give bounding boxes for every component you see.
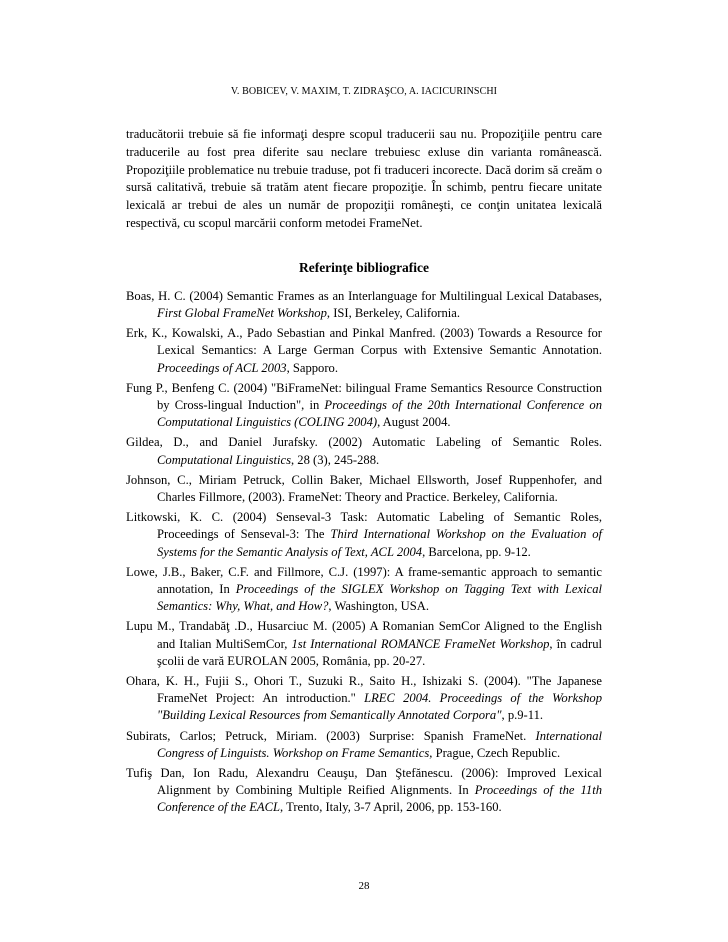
running-head: V. BOBICEV, V. MAXIM, T. ZIDRAŞCO, A. IACICURINSCHI (230, 86, 498, 97)
reference-segment: Johnson, C., Miriam Petruck, Collin Baker, Michael Ellsworth, Josef Ruppenhofer, and Charles Fillmore, (2003). FrameNet: Theory and Practice. Berkeley, California. (126, 472, 602, 505)
reference-segment: Erk, K., Kowalski, A., Pado Sebastian and Pinkal Manfred. (2003) Towards a Resource for Lexical Semantics: A Large German Corpus with Extensive Semantic Annotation. (126, 326, 602, 358)
reference-segment: , ISI, Berkeley, California. (326, 305, 461, 320)
reference-italic-segment: Computational Linguistics (157, 452, 291, 467)
reference-segment: Tufiş Dan, Ion Radu, Alexandru Ceauşu, Dan Ştefănescu. (2006): Improved Lexical Alignment by Combining Multiple Reified Alignments. In (126, 766, 602, 798)
reference-segment: Gildea, D., and Daniel Jurafsky. (2002) Automatic Labeling of Semantic Roles. (126, 435, 602, 450)
reference-italic-segment: 1st International ROMANCE FrameNet Workshop (291, 636, 550, 651)
reference-segment: , Trento, Italy, 3-7 April, 2006, pp. 153-160. (280, 800, 502, 815)
reference-item (126, 472, 602, 506)
reference-segment: Subirats, Carlos; Petruck, Miriam. (2003) Surprise: Spanish FrameNet. (126, 728, 536, 743)
references-heading: Referinţe bibliografice (298, 259, 430, 275)
reference-italic-segment: International Congress of Linguists. Workshop on Frame Semantics, (157, 728, 602, 760)
reference-segment: Litkowski, K. C. (2004) Senseval-3 Task: Automatic Labeling of Semantic Roles, Proceedings of Senseval-3: The (126, 510, 602, 542)
reference-italic-segment: Proceedings of the 11th Conference of the EACL (157, 783, 602, 815)
reference-segment: , p.9-11. (501, 708, 544, 723)
reference-item (126, 564, 602, 616)
reference-segment: , 28 (3), 245-288. (291, 452, 380, 467)
references-list (126, 288, 602, 817)
reference-segment: Prague, Czech Republic. (432, 745, 561, 760)
reference-segment: , în cadrul şcolii de vară EUROLAN 2005, România, pp. 20-27. (157, 636, 602, 668)
page-number: 28 (358, 880, 370, 892)
reference-item (126, 288, 602, 322)
reference-segment: , Washington, USA. (328, 599, 429, 614)
reference-segment: Lupu M., Trandabăţ .D., Husarciuc M. (2005) A Romanian SemCor Aligned to the English and Italian MultiSemCor, (126, 619, 602, 651)
reference-italic-segment: LREC 2004. Proceedings of the Workshop "Building Lexical Resources from Semantically Annotated Corpora" (157, 691, 602, 723)
reference-segment: Fung P., Benfeng C. (2004) "BiFrameNet: bilingual Frame Semantics Resource Construction by Cross-lingual Induction", in (126, 380, 602, 412)
reference-italic-segment: First Global FrameNet Workshop (157, 305, 327, 320)
reference-item (126, 509, 602, 561)
reference-item (126, 325, 602, 377)
reference-segment: , August 2004. (377, 415, 451, 430)
reference-italic-segment: Proceedings of the SIGLEX Workshop on Tagging Text with Lexical Semantics: Why, What, and How? (157, 582, 602, 614)
reference-item (126, 380, 602, 432)
reference-item (126, 673, 602, 725)
reference-item (126, 434, 602, 468)
reference-segment: Ohara, K. H., Fujii S., Ohori T., Suzuki R., Saito H., Ishizaki S. (2004). "The Japanese FrameNet Project: An introduction." (126, 674, 602, 706)
reference-italic-segment: Proceedings of ACL 2003 (157, 360, 287, 375)
reference-item (126, 728, 602, 762)
reference-segment: Boas, H. C. (2004) Semantic Frames as an Interlanguage for Multilingual Lexical Databases, (126, 288, 602, 303)
page-content (126, 126, 602, 820)
body-paragraph: traducătorii trebuie să fie informaţi despre scopul traducerii sau nu. Propoziţiile pentru care traducerile au fost prea diferite sau neclare trebuiesc exluse din varianta românească. Propoziţiile problematice nu trebuie traduse, pot fi traduceri incorecte. Dacă dorim să creăm o sursă calitativă, trebuie să tratăm atent fiecare propoziţie. În schimb, pentru fiecare unitate lexicală ar trebui de ales un număr de propoziţii româneşti, ce conţin unitatea lexicală respectivă, cu scopul marcării conform metodei FrameNet. (126, 127, 602, 230)
reference-segment: Lowe, J.B., Baker, C.F. and Fillmore, C.J. (1997): A frame-semantic approach to semantic annotation, In (126, 564, 602, 597)
reference-italic-segment: Third International Workshop on the Evaluation of Systems for the Semantic Analysis of Text, ACL 2004 (157, 527, 602, 559)
reference-segment: , Barcelona, pp. 9-12. (422, 544, 531, 559)
reference-segment: , Sapporo. (286, 360, 338, 375)
reference-italic-segment: Proceedings of the 20th International Conference on Computational Linguistics (COLING 2004) (157, 398, 602, 430)
reference-item (126, 618, 602, 670)
reference-item (126, 765, 602, 817)
